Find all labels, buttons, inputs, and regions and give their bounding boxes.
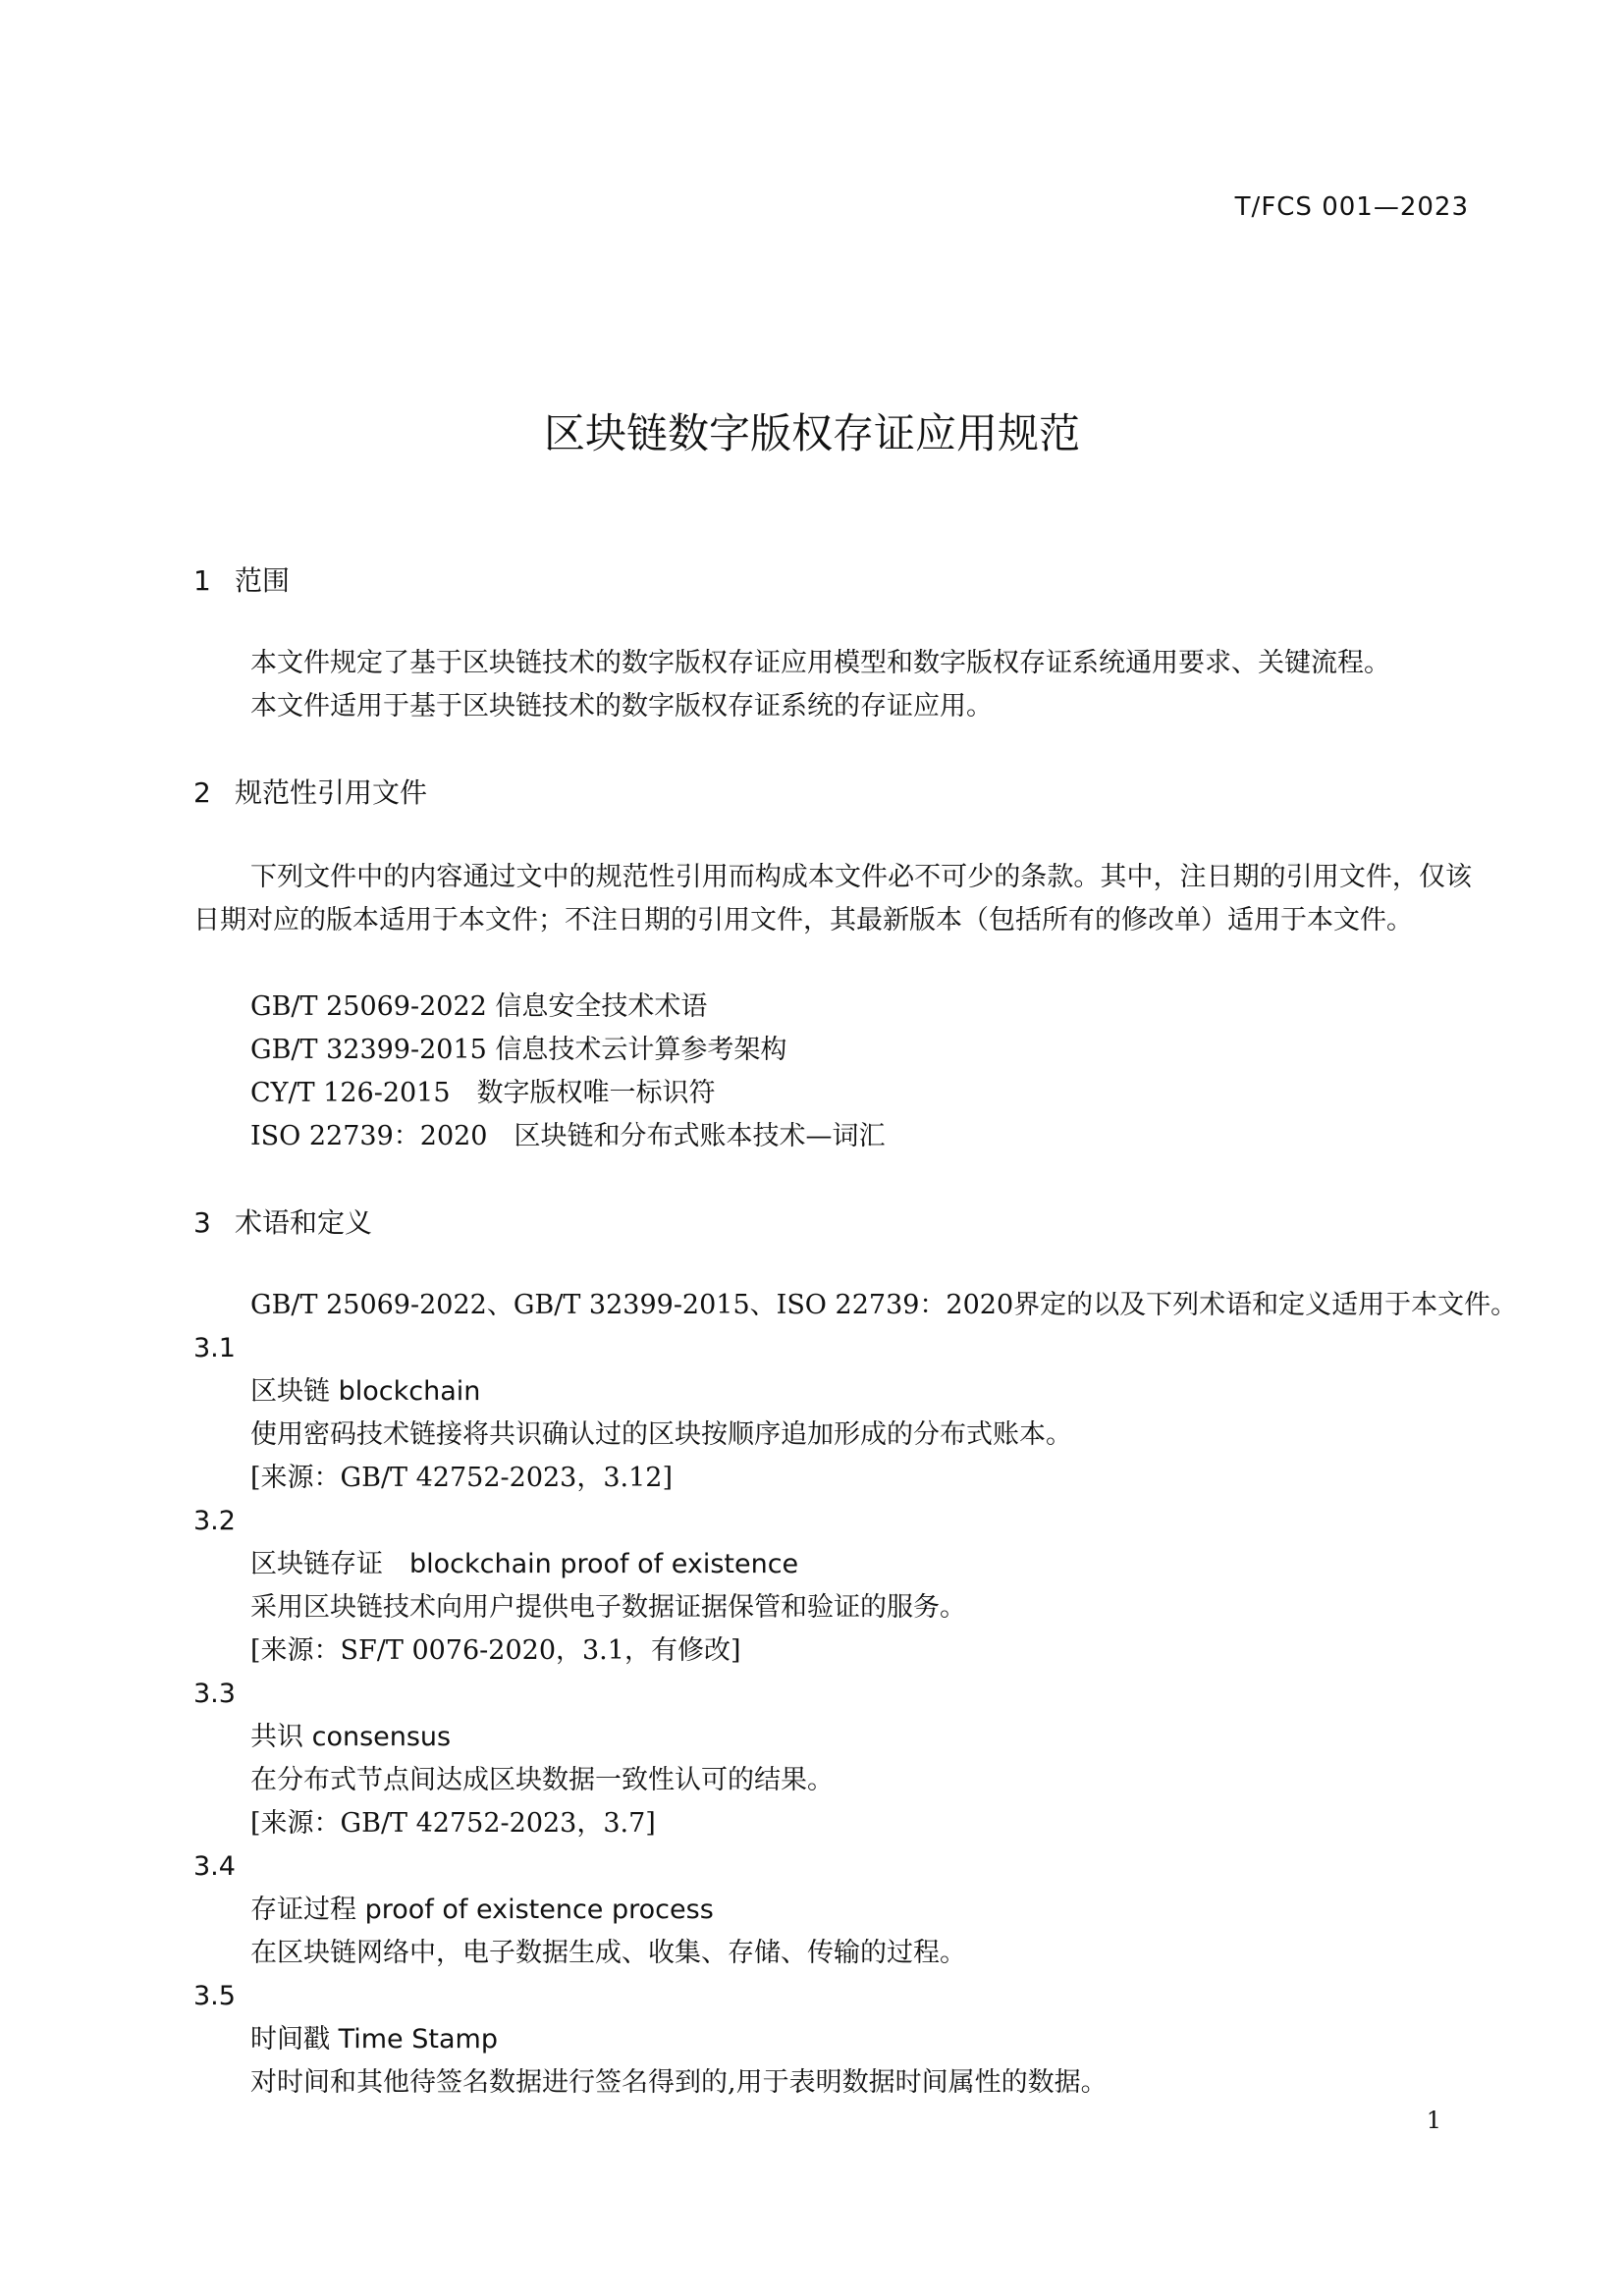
reference-item: GB/T 32399-2015 信息技术云计算参考架构 — [250, 1035, 787, 1065]
section-1-heading — [193, 561, 290, 601]
term-zh: 共识 — [250, 1722, 303, 1752]
term-source: [来源：GB/T 42752-2023，3.12] — [250, 1463, 674, 1493]
term-zh: 区块链存证 — [250, 1549, 383, 1579]
term-number: 3.4 — [193, 1851, 236, 1882]
term-number: 3.2 — [193, 1506, 236, 1536]
scope-paragraph-1: 本文件规定了基于区块链技术的数字版权存证应用模型和数字版权存证系统通用要求、关键流程。 — [250, 648, 1390, 678]
term-en: Time Stamp — [338, 2024, 498, 2055]
term-en: blockchain proof of existence — [409, 1549, 799, 1579]
section-2-heading — [193, 774, 427, 813]
term-zh: 时间戳 — [250, 2024, 330, 2055]
term-number: 3.5 — [193, 1981, 236, 2011]
term-heading — [250, 1718, 451, 1757]
term-en: proof of existence process — [364, 1895, 714, 1925]
standard-code: T/FCS 001—2023 — [1234, 192, 1469, 222]
scope-paragraph-2: 本文件适用于基于区块链技术的数字版权存证系统的存证应用。 — [250, 691, 993, 721]
section-title: 规范性引用文件 — [235, 776, 428, 809]
section-number: 1 — [193, 564, 211, 597]
reference-item: CY/T 126-2015 数字版权唯一标识符 — [250, 1078, 716, 1108]
term-en: blockchain — [338, 1376, 481, 1407]
term-source: [来源：SF/T 0076-2020，3.1，有修改] — [250, 1635, 741, 1666]
term-zh: 存证过程 — [250, 1895, 356, 1925]
document-title: 区块链数字版权存证应用规范 — [543, 409, 1080, 457]
term-heading — [250, 1372, 480, 1412]
term-definition: 对时间和其他待签名数据进行签名得到的,用于表明数据时间属性的数据。 — [250, 2067, 1108, 2098]
section-3-heading — [193, 1203, 372, 1243]
term-heading — [250, 1545, 798, 1584]
term-definition: 在区块链网络中，电子数据生成、收集、存储、传输的过程。 — [250, 1938, 966, 1968]
term-definition: 使用密码技术链接将共识确认过的区块按顺序追加形成的分布式账本。 — [250, 1419, 1072, 1450]
term-definition: 在分布式节点间达成区块数据一致性认可的结果。 — [250, 1765, 834, 1795]
term-number: 3.1 — [193, 1333, 236, 1363]
terms-intro: GB/T 25069-2022、GB/T 32399-2015、ISO 22739：2020界定的以及下列术语和定义适用于本文件。 — [250, 1290, 1518, 1320]
term-heading — [250, 1891, 714, 1930]
reference-item: GB/T 25069-2022 信息安全技术术语 — [250, 991, 708, 1022]
term-source: [来源：GB/T 42752-2023，3.7] — [250, 1808, 656, 1839]
section-number: 2 — [193, 776, 211, 809]
term-definition: 采用区块链技术向用户提供电子数据证据保管和验证的服务。 — [250, 1592, 966, 1623]
normative-references-intro: 下列文件中的内容通过文中的规范性引用而构成本文件必不可少的条款。其中，注日期的引用文件，仅该日期对应的版本适用于本文件；不注日期的引用文件，其最新版本（包括所有的修改单）适用于本文件。 — [193, 862, 1472, 935]
term-en: consensus — [311, 1722, 452, 1752]
section-title: 范围 — [235, 564, 291, 597]
section-number: 3 — [193, 1206, 211, 1239]
term-zh: 区块链 — [250, 1376, 330, 1407]
section-title: 术语和定义 — [235, 1206, 373, 1239]
reference-item: ISO 22739：2020 区块链和分布式账本技术—词汇 — [250, 1121, 886, 1151]
page-number: 1 — [1426, 2107, 1441, 2134]
term-heading — [250, 2020, 498, 2059]
term-number: 3.3 — [193, 1679, 236, 1709]
